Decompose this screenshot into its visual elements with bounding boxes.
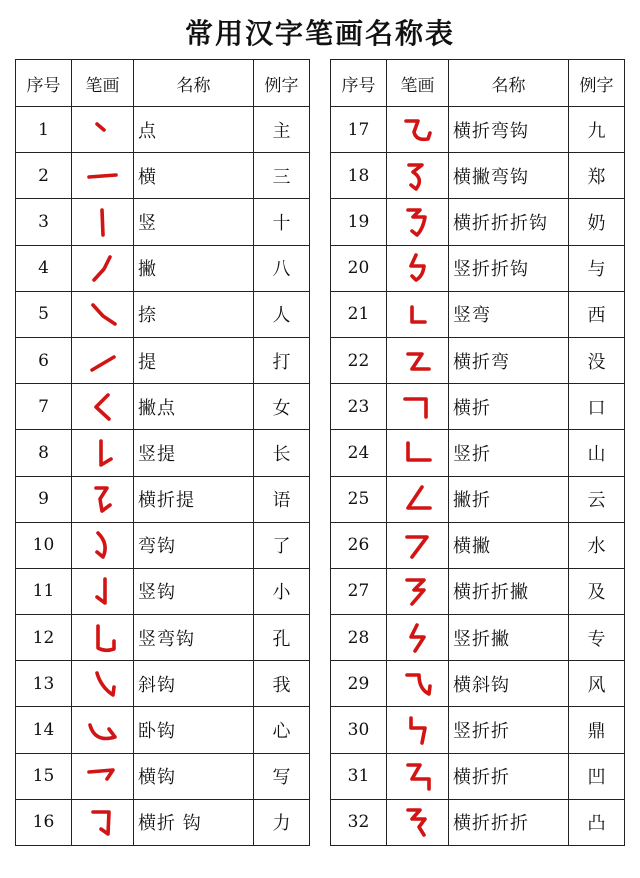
stroke-name: 竖折折钩 [449, 245, 569, 291]
stroke-number: 13 [16, 661, 72, 707]
table-row [331, 799, 625, 845]
stroke-cell [72, 753, 134, 799]
stroke-cell [72, 153, 134, 199]
table-row [16, 245, 310, 291]
example-character: 了 [254, 522, 310, 568]
hengzhezhepie-stroke-icon [398, 574, 438, 608]
header-example: 例字 [254, 60, 310, 107]
stroke-cell [72, 384, 134, 430]
na-stroke-icon [83, 297, 123, 331]
shu-stroke-icon [83, 205, 123, 239]
piedian-stroke-icon [83, 390, 123, 424]
stroke-number: 17 [331, 107, 387, 153]
table-row [16, 522, 310, 568]
wogou-stroke-icon [83, 713, 123, 747]
stroke-number: 19 [331, 199, 387, 245]
stroke-number: 31 [331, 753, 387, 799]
stroke-number: 16 [16, 799, 72, 845]
stroke-table-left [15, 59, 310, 846]
table-row [16, 107, 310, 153]
shuwan-stroke-icon [398, 297, 438, 331]
hengzhewangou-stroke-icon [398, 113, 438, 147]
hengxiegou-stroke-icon [398, 667, 438, 701]
stroke-cell [387, 799, 449, 845]
header-example: 例字 [569, 60, 625, 107]
stroke-name: 撇折 [449, 476, 569, 522]
pie-stroke-icon [83, 251, 123, 285]
table-row [331, 522, 625, 568]
stroke-number: 26 [331, 522, 387, 568]
example-character: 奶 [569, 199, 625, 245]
table-row [16, 199, 310, 245]
heng-stroke-icon [83, 159, 123, 193]
ti-stroke-icon [83, 344, 123, 378]
stroke-cell [72, 707, 134, 753]
wangou-stroke-icon [83, 528, 123, 562]
example-character: 没 [569, 337, 625, 383]
stroke-number: 18 [331, 153, 387, 199]
stroke-number: 21 [331, 291, 387, 337]
stroke-number: 7 [16, 384, 72, 430]
stroke-cell [72, 291, 134, 337]
example-character: 八 [254, 245, 310, 291]
stroke-name: 竖 [134, 199, 254, 245]
stroke-name: 竖弯 [449, 291, 569, 337]
table-row [331, 430, 625, 476]
example-character: 语 [254, 476, 310, 522]
hengzhegou-stroke-icon [83, 805, 123, 839]
table-row [16, 153, 310, 199]
hengpiewangou-stroke-icon [398, 159, 438, 193]
stroke-cell [72, 568, 134, 614]
stroke-name: 竖弯钩 [134, 615, 254, 661]
stroke-name: 斜钩 [134, 661, 254, 707]
stroke-number: 9 [16, 476, 72, 522]
stroke-cell [72, 107, 134, 153]
stroke-cell [387, 337, 449, 383]
hengzhewan-stroke-icon [398, 344, 438, 378]
stroke-cell [387, 384, 449, 430]
stroke-cell [387, 707, 449, 753]
table-row [16, 568, 310, 614]
stroke-number: 23 [331, 384, 387, 430]
shuti-stroke-icon [83, 436, 123, 470]
stroke-name: 竖折 [449, 430, 569, 476]
example-character: 长 [254, 430, 310, 476]
table-row [16, 337, 310, 383]
stroke-cell [387, 245, 449, 291]
example-character: 打 [254, 337, 310, 383]
table-row [331, 753, 625, 799]
stroke-name: 撇点 [134, 384, 254, 430]
stroke-number: 6 [16, 337, 72, 383]
stroke-cell [72, 799, 134, 845]
example-character: 西 [569, 291, 625, 337]
stroke-number: 24 [331, 430, 387, 476]
table-header-row [331, 60, 625, 107]
stroke-cell [72, 337, 134, 383]
example-character: 主 [254, 107, 310, 153]
table-row [331, 245, 625, 291]
header-num: 序号 [331, 60, 387, 107]
stroke-name: 横撇弯钩 [449, 153, 569, 199]
table-row [16, 291, 310, 337]
stroke-name: 撇 [134, 245, 254, 291]
stroke-cell [72, 476, 134, 522]
stroke-table-right [330, 59, 625, 846]
shuwangou-stroke-icon [83, 621, 123, 655]
stroke-name: 横折 钩 [134, 799, 254, 845]
stroke-number: 11 [16, 568, 72, 614]
stroke-number: 10 [16, 522, 72, 568]
stroke-cell [72, 522, 134, 568]
table-row [16, 661, 310, 707]
example-character: 力 [254, 799, 310, 845]
example-character: 专 [569, 615, 625, 661]
stroke-name: 横折折撇 [449, 568, 569, 614]
stroke-name: 竖折折 [449, 707, 569, 753]
header-stroke: 笔画 [72, 60, 134, 107]
stroke-cell [387, 199, 449, 245]
table-row [16, 430, 310, 476]
example-character: 写 [254, 753, 310, 799]
example-character: 凸 [569, 799, 625, 845]
stroke-number: 3 [16, 199, 72, 245]
stroke-cell [387, 753, 449, 799]
stroke-number: 2 [16, 153, 72, 199]
stroke-cell [387, 476, 449, 522]
table-row [331, 615, 625, 661]
example-character: 风 [569, 661, 625, 707]
example-character: 山 [569, 430, 625, 476]
dian-stroke-icon [83, 113, 123, 147]
header-name: 名称 [449, 60, 569, 107]
example-character: 我 [254, 661, 310, 707]
table-row [331, 199, 625, 245]
stroke-name: 竖折撇 [449, 615, 569, 661]
hengzhe-stroke-icon [398, 390, 438, 424]
stroke-name: 横撇 [449, 522, 569, 568]
stroke-number: 15 [16, 753, 72, 799]
stroke-number: 22 [331, 337, 387, 383]
stroke-number: 5 [16, 291, 72, 337]
piezhe-stroke-icon [398, 482, 438, 516]
stroke-name: 横折提 [134, 476, 254, 522]
header-stroke: 笔画 [387, 60, 449, 107]
example-character: 十 [254, 199, 310, 245]
example-character: 女 [254, 384, 310, 430]
stroke-name: 横斜钩 [449, 661, 569, 707]
shuzhezhe-stroke-icon [398, 713, 438, 747]
table-row [331, 707, 625, 753]
stroke-cell [72, 199, 134, 245]
stroke-name: 横折弯钩 [449, 107, 569, 153]
stroke-cell [387, 291, 449, 337]
example-character: 郑 [569, 153, 625, 199]
table-row [16, 476, 310, 522]
stroke-cell [387, 568, 449, 614]
example-character: 水 [569, 522, 625, 568]
stroke-name: 卧钩 [134, 707, 254, 753]
table-row [331, 291, 625, 337]
stroke-cell [387, 430, 449, 476]
stroke-number: 14 [16, 707, 72, 753]
table-row [16, 753, 310, 799]
example-character: 凹 [569, 753, 625, 799]
table-row [331, 568, 625, 614]
stroke-cell [387, 661, 449, 707]
example-character: 及 [569, 568, 625, 614]
example-character: 人 [254, 291, 310, 337]
example-character: 小 [254, 568, 310, 614]
stroke-number: 30 [331, 707, 387, 753]
example-character: 口 [569, 384, 625, 430]
example-character: 心 [254, 707, 310, 753]
stroke-name: 提 [134, 337, 254, 383]
header-num: 序号 [16, 60, 72, 107]
stroke-cell [387, 153, 449, 199]
stroke-name: 点 [134, 107, 254, 153]
stroke-name: 横钩 [134, 753, 254, 799]
henggou-stroke-icon [83, 759, 123, 793]
stroke-cell [72, 430, 134, 476]
header-name: 名称 [134, 60, 254, 107]
table-row [331, 384, 625, 430]
example-character: 鼎 [569, 707, 625, 753]
stroke-name: 竖提 [134, 430, 254, 476]
stroke-cell [72, 245, 134, 291]
table-row [331, 153, 625, 199]
stroke-number: 25 [331, 476, 387, 522]
stroke-number: 27 [331, 568, 387, 614]
shuzhepie-stroke-icon [398, 621, 438, 655]
stroke-name: 捺 [134, 291, 254, 337]
hengzhezhe-stroke-icon [398, 759, 438, 793]
stroke-cell [387, 615, 449, 661]
stroke-number: 1 [16, 107, 72, 153]
table-row [331, 476, 625, 522]
stroke-number: 29 [331, 661, 387, 707]
example-character: 三 [254, 153, 310, 199]
stroke-cell [387, 522, 449, 568]
stroke-number: 20 [331, 245, 387, 291]
stroke-number: 32 [331, 799, 387, 845]
stroke-name: 横 [134, 153, 254, 199]
hengzhezhezhegou-stroke-icon [398, 205, 438, 239]
table-row [16, 615, 310, 661]
stroke-name: 弯钩 [134, 522, 254, 568]
stroke-name: 横折折折钩 [449, 199, 569, 245]
example-character: 与 [569, 245, 625, 291]
stroke-cell [387, 107, 449, 153]
stroke-cell [72, 615, 134, 661]
shugou-stroke-icon [83, 574, 123, 608]
stroke-name: 横折弯 [449, 337, 569, 383]
shuzhe-stroke-icon [398, 436, 438, 470]
table-row [331, 107, 625, 153]
stroke-name: 横折折 [449, 753, 569, 799]
stroke-cell [72, 661, 134, 707]
hengzheti-stroke-icon [83, 482, 123, 516]
table-row [16, 707, 310, 753]
hengzhezhezhe-stroke-icon [398, 805, 438, 839]
example-character: 孔 [254, 615, 310, 661]
table-row [16, 384, 310, 430]
table-header-row [16, 60, 310, 107]
hengpie-stroke-icon [398, 528, 438, 562]
shuzhezhegou-stroke-icon [398, 251, 438, 285]
table-row [331, 337, 625, 383]
stroke-number: 12 [16, 615, 72, 661]
xiegou-stroke-icon [83, 667, 123, 701]
stroke-number: 8 [16, 430, 72, 476]
page-title: 常用汉字笔画名称表 [184, 17, 455, 50]
stroke-name: 横折折折 [449, 799, 569, 845]
example-character: 九 [569, 107, 625, 153]
stroke-number: 28 [331, 615, 387, 661]
example-character: 云 [569, 476, 625, 522]
stroke-number: 4 [16, 245, 72, 291]
table-row [16, 799, 310, 845]
stroke-name: 横折 [449, 384, 569, 430]
table-row [331, 661, 625, 707]
stroke-name: 竖钩 [134, 568, 254, 614]
